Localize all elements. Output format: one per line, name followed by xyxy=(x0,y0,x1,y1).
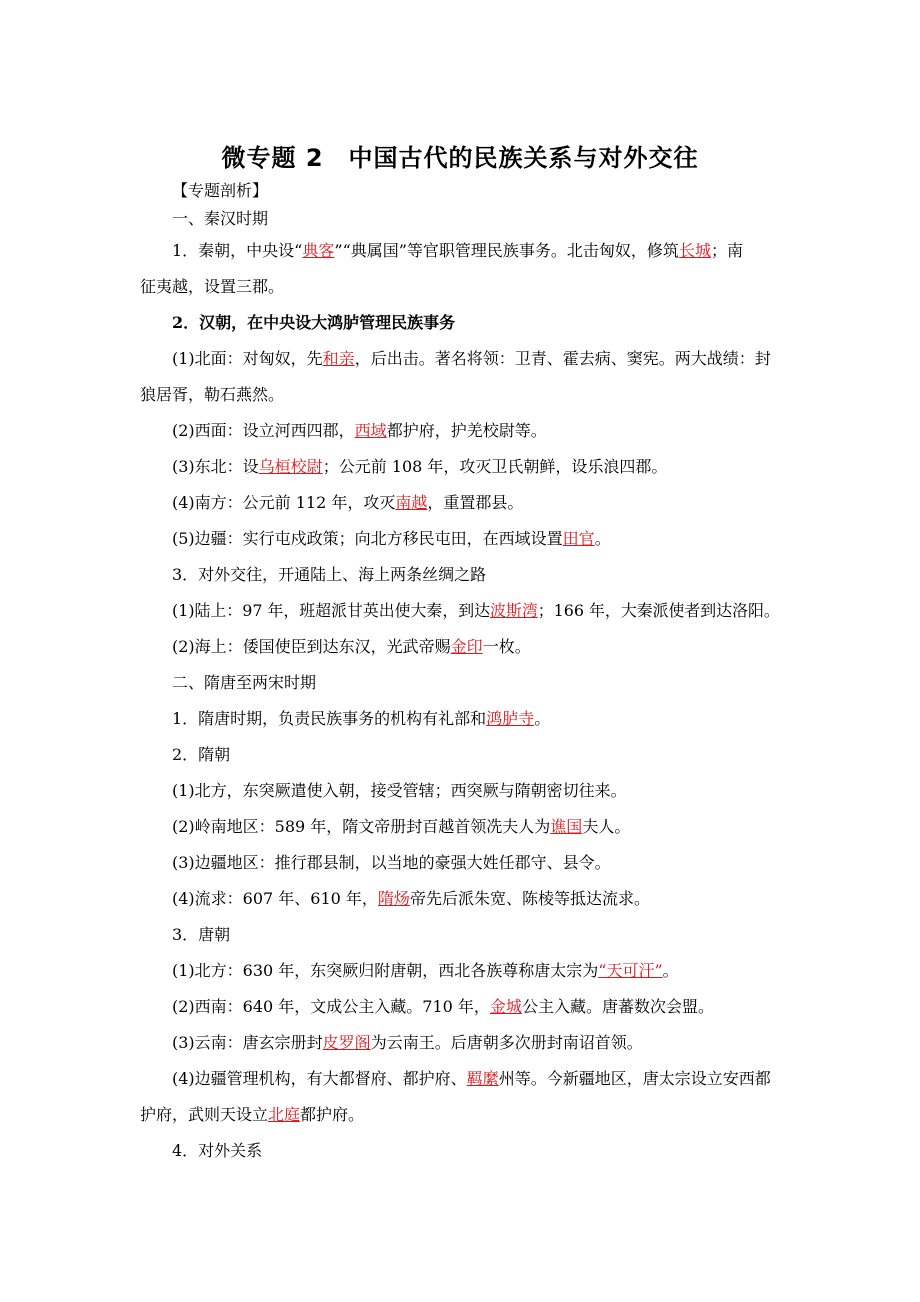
keyword: 鸿胪寺 xyxy=(486,709,535,728)
page-title: 微专题 2 中国古代的民族关系与对外交往 xyxy=(221,144,699,172)
sub-heading: 3．对外交往，开通陆上、海上两条丝绸之路 xyxy=(172,565,487,584)
paragraph-line: (3)云南：唐玄宗册封皮罗阁为云南王。后唐朝多次册封南诏首领。 xyxy=(172,1033,643,1052)
paragraph-line: (1)北方：630 年，东突厥归附唐朝，西北各族尊称唐太宗为“天可汗”。 xyxy=(172,961,679,980)
paragraph-line: 1．隋唐时期，负责民族事务的机构有礼部和鸿胪寺。 xyxy=(172,709,551,728)
keyword: 北庭 xyxy=(268,1105,301,1124)
keyword: 金印 xyxy=(450,637,483,656)
sub-heading: 2．隋朝 xyxy=(172,745,231,764)
paragraph-line: (1)北面：对匈奴，先和亲，后出击。著名将领：卫青、霍去病、窦宪。两大战绩：封 xyxy=(172,349,771,368)
section-heading: 二、隋唐至两宋时期 xyxy=(172,673,317,692)
paragraph-line: 狼居胥，勒石燕然。 xyxy=(140,385,285,404)
paragraph-line: (2)西南：640 年，文成公主入藏。710 年，金城公主入藏。唐蕃数次会盟。 xyxy=(172,997,714,1016)
paragraph-line: (5)边疆：实行屯戍政策；向北方移民屯田，在西域设置田官。 xyxy=(172,529,611,548)
paragraph-line: (1)北方，东突厥遣使入朝，接受管辖；西突厥与隋朝密切往来。 xyxy=(172,781,627,800)
keyword: 南越 xyxy=(395,493,428,512)
paragraph-line: 征夷越，设置三郡。 xyxy=(140,277,285,296)
keyword: “天可汗” xyxy=(598,961,663,980)
paragraph-line: (3)东北：设乌桓校尉；公元前 108 年，攻灭卫氏朝鲜，设乐浪四郡。 xyxy=(172,457,668,476)
paragraph-line: (2)海上：倭国使臣到达东汉，光武帝赐金印一枚。 xyxy=(172,637,531,656)
paragraph-line: (2)西面：设立河西四郡，西域都护府，护羌校尉等。 xyxy=(172,421,547,440)
paragraph-line: (2)岭南地区：589 年，隋文帝册封百越首领冼夫人为谯国夫人。 xyxy=(172,817,631,836)
sub-heading: 2．汉朝，在中央设大鸿胪管理民族事务 xyxy=(172,313,456,332)
keyword: 金城 xyxy=(489,997,522,1016)
keyword: 乌桓校尉 xyxy=(258,457,323,476)
keyword: 皮罗阁 xyxy=(322,1033,371,1052)
keyword: 隋炀 xyxy=(377,889,410,908)
paragraph-line: 护府，武则天设立北庭都护府。 xyxy=(140,1105,365,1124)
keyword: 田官 xyxy=(562,529,595,548)
paragraph-line: (4)南方：公元前 112 年，攻灭南越，重置郡县。 xyxy=(172,493,524,512)
paragraph-line: (4)边疆管理机构，有大都督府、都护府、羁縻州等。今新疆地区，唐太宗设立安西都 xyxy=(172,1069,771,1088)
keyword: 典客 xyxy=(302,241,335,260)
keyword: 羁縻 xyxy=(466,1069,499,1088)
keyword: 和亲 xyxy=(322,349,355,368)
keyword: 波斯湾 xyxy=(490,601,538,620)
keyword: 长城 xyxy=(678,241,711,260)
sub-heading: 4．对外关系 xyxy=(172,1141,263,1160)
sub-heading: 3．唐朝 xyxy=(172,925,231,944)
paragraph-line: (4)流求：607 年、610 年，隋炀帝先后派朱宽、陈棱等抵达流求。 xyxy=(172,889,650,908)
paragraph-line: (3)边疆地区：推行郡县制，以当地的豪强大姓任郡守、县令。 xyxy=(172,853,611,872)
paragraph-line: (1)陆上：97 年，班超派甘英出使大秦，到达波斯湾；166 年，大秦派使者到达洛阳。 xyxy=(172,601,780,620)
keyword: 西域 xyxy=(354,421,387,440)
keyword: 谯国 xyxy=(550,817,583,836)
paragraph-line: 1．秦朝，中央设“典客”“典属国”等官职管理民族事务。北击匈奴，修筑长城；南 xyxy=(172,241,743,260)
section-label: 【专题剖析】 xyxy=(172,181,269,200)
section-heading: 一、秦汉时期 xyxy=(172,209,269,228)
